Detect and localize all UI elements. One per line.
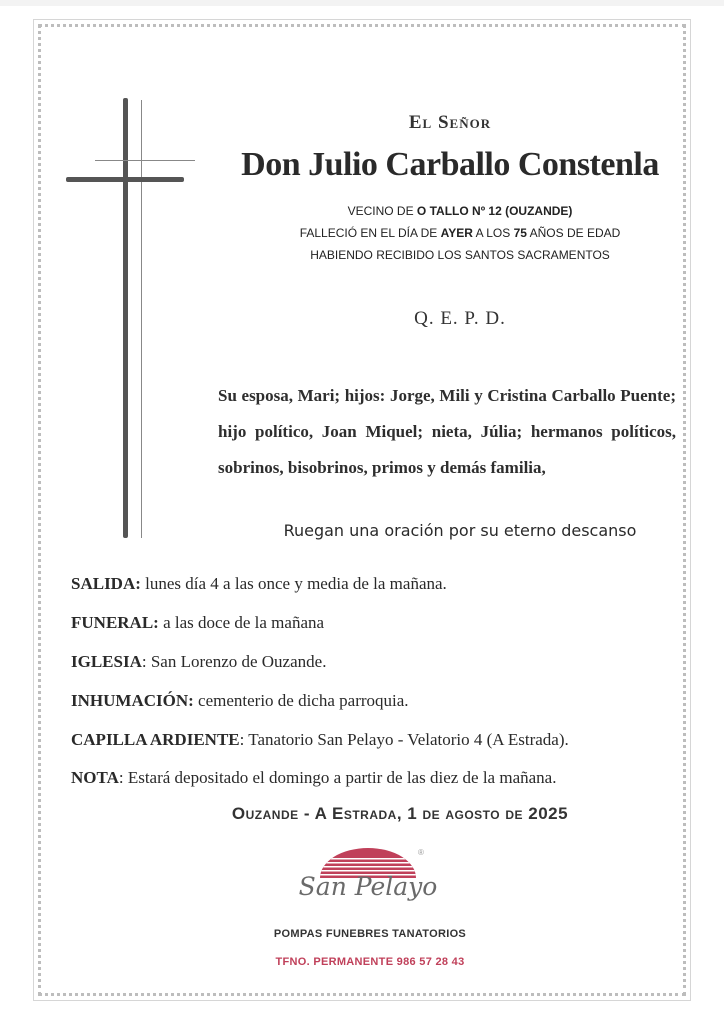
logo-text: San Pelayo [298,872,438,901]
detail-text: cementerio de dicha parroquia. [193,691,409,710]
death-suffix: AÑOS DE EDAD [526,226,621,240]
phone-number: TFNO. PERMANENTE 986 57 28 43 [275,956,465,968]
death-age: 75 [513,226,527,240]
detail-label: IGLESIA [71,652,142,671]
detail-text: : San Lorenzo de Ouzande. [141,652,327,671]
company-name: POMPAS FUNEBRES TANATORIOS [273,928,467,940]
detail-nota [71,768,691,788]
detail-label: FUNERAL: [71,613,159,632]
detail-capilla [71,730,691,750]
residence-prefix: VECINO DE [347,204,417,218]
detail-text: lunes día 4 a las once y media de la mañana. [140,574,447,593]
residence-line [250,204,670,218]
cross-vertical-bar [123,98,128,538]
registered-mark: ® [418,848,424,857]
detail-label: INHUMACIÓN: [71,691,194,710]
cross-horizontal-line [95,160,195,161]
detail-label: SALIDA: [71,574,141,593]
detail-inhumacion [71,691,691,711]
title-prefix: El Señor [408,112,492,133]
cross-horizontal-bar [66,177,184,182]
residence-address: O TALLO Nº 12 (OUZANDE) [416,204,573,218]
death-line [250,226,670,240]
place-date-line: Ouzande - A Estrada, 1 de agosto de 2025 [231,804,569,823]
cross-vertical-line [141,100,142,538]
detail-label: NOTA [71,768,119,787]
san-pelayo-logo [298,848,438,918]
detail-text: a las doce de la mañana [158,613,325,632]
detail-funeral [71,613,691,633]
detail-label: CAPILLA ARDIENTE [71,730,240,749]
prayer-line: Ruegan una oración por su eterno descanso [283,521,637,540]
death-mid: A LOS [472,226,514,240]
death-prefix: FALLECIÓ EN EL DÍA DE [299,226,441,240]
qepd-text: Q. E. P. D. [414,308,506,329]
family-paragraph: Su esposa, Mari; hijos: Jorge, Mili y Cristina Carballo Puente; hijo político, Joan Miquel; nieta, Júlia; hermanos políticos, sobrinos, bisobrinos, primos y demás familia, [218,386,676,477]
deceased-name: Don Julio Carballo Constenla [241,146,659,183]
detail-text: : Tanatorio San Pelayo - Velatorio 4 (A Estrada). [239,730,569,749]
detail-iglesia [71,652,691,672]
sacraments-line: HABIENDO RECIBIDO LOS SANTOS SACRAMENTOS [310,248,610,262]
detail-salida [71,574,691,594]
death-day: AYER [440,226,473,240]
page-top-edge [0,0,724,6]
detail-text: : Estará depositado el domingo a partir de las diez de la mañana. [118,768,557,787]
